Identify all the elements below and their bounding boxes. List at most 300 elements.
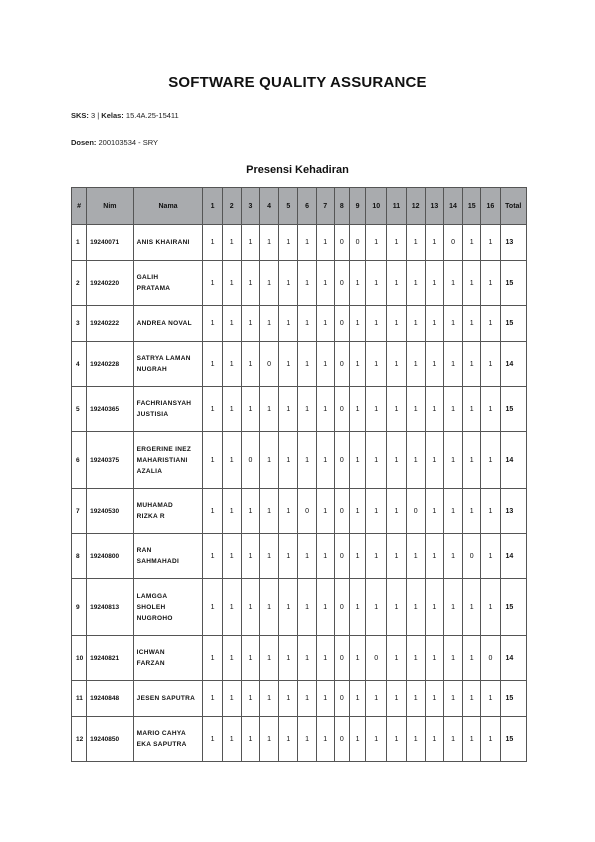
attendance-cell: 1 — [316, 261, 334, 306]
attendance-total: 15 — [500, 579, 526, 636]
table-row — [72, 681, 527, 717]
attendance-cell: 1 — [387, 579, 406, 636]
attendance-cell: 1 — [203, 261, 222, 306]
column-header: 2 — [222, 188, 241, 225]
attendance-cell: 1 — [481, 306, 500, 342]
kelas-value: 15.4A.25-15411 — [123, 111, 179, 120]
attendance-cell: 0 — [334, 432, 349, 489]
student-nim: 19240821 — [87, 636, 134, 681]
table-row — [72, 342, 527, 387]
attendance-cell: 1 — [443, 387, 462, 432]
column-header: 5 — [279, 188, 298, 225]
attendance-cell: 1 — [241, 489, 259, 534]
attendance-cell: 1 — [349, 636, 365, 681]
column-header: Total — [500, 188, 526, 225]
sks-label: SKS: — [71, 111, 89, 120]
attendance-cell: 0 — [260, 342, 279, 387]
attendance-cell: 1 — [425, 489, 443, 534]
attendance-cell: 1 — [406, 387, 425, 432]
student-name-line: MARIO CAHYA — [136, 730, 186, 737]
student-name-line: GALIH — [136, 274, 159, 281]
row-number: 12 — [72, 717, 87, 762]
attendance-cell: 1 — [298, 432, 316, 489]
attendance-cell: 1 — [463, 387, 481, 432]
attendance-cell: 1 — [203, 534, 222, 579]
attendance-cell: 1 — [316, 717, 334, 762]
student-name-line: FACHRIANSYAH — [136, 400, 192, 407]
column-header: 15 — [463, 188, 481, 225]
attendance-cell: 0 — [406, 489, 425, 534]
attendance-cell: 1 — [203, 579, 222, 636]
attendance-cell: 1 — [387, 261, 406, 306]
attendance-cell: 1 — [443, 681, 462, 717]
attendance-cell: 1 — [463, 225, 481, 261]
row-number: 3 — [72, 306, 87, 342]
attendance-cell: 1 — [279, 489, 298, 534]
attendance-cell: 1 — [425, 534, 443, 579]
document-title: SOFTWARE QUALITY ASSURANCE — [168, 74, 427, 91]
kelas-label: Kelas: — [101, 111, 124, 120]
attendance-cell: 1 — [298, 636, 316, 681]
attendance-total: 15 — [500, 387, 526, 432]
student-nim: 19240850 — [87, 717, 134, 762]
attendance-cell: 0 — [334, 342, 349, 387]
attendance-total: 14 — [500, 636, 526, 681]
table-row — [72, 717, 527, 762]
attendance-cell: 1 — [481, 681, 500, 717]
attendance-cell: 1 — [387, 387, 406, 432]
row-number: 6 — [72, 432, 87, 489]
attendance-cell: 1 — [463, 717, 481, 762]
attendance-cell: 1 — [349, 432, 365, 489]
attendance-cell: 1 — [481, 579, 500, 636]
attendance-cell: 1 — [425, 225, 443, 261]
column-header: Nama — [133, 188, 203, 225]
attendance-total: 13 — [500, 489, 526, 534]
student-name — [133, 579, 203, 636]
attendance-total: 15 — [500, 681, 526, 717]
attendance-cell: 1 — [316, 636, 334, 681]
attendance-cell: 1 — [241, 261, 259, 306]
attendance-cell: 0 — [334, 681, 349, 717]
attendance-cell: 1 — [222, 225, 241, 261]
attendance-cell: 1 — [406, 579, 425, 636]
attendance-cell: 1 — [349, 387, 365, 432]
student-name — [133, 681, 203, 717]
attendance-cell: 1 — [443, 636, 462, 681]
attendance-cell: 1 — [316, 432, 334, 489]
attendance-cell: 1 — [222, 681, 241, 717]
attendance-cell: 0 — [366, 636, 387, 681]
attendance-cell: 1 — [463, 432, 481, 489]
student-name-line: NUGRAH — [136, 366, 167, 373]
attendance-total: 14 — [500, 534, 526, 579]
attendance-cell: 0 — [334, 387, 349, 432]
attendance-cell: 1 — [260, 534, 279, 579]
attendance-cell: 1 — [481, 489, 500, 534]
attendance-cell: 1 — [260, 717, 279, 762]
student-name-line: JUSTISIA — [136, 411, 169, 418]
attendance-total: 15 — [500, 306, 526, 342]
student-name-line: MAHARISTIANI — [136, 456, 188, 464]
attendance-total: 14 — [500, 432, 526, 489]
attendance-cell: 1 — [222, 534, 241, 579]
attendance-cell: 1 — [222, 489, 241, 534]
student-name-line: LAMGGA — [136, 592, 168, 600]
attendance-cell: 1 — [260, 489, 279, 534]
attendance-cell: 1 — [203, 225, 222, 261]
attendance-cell: 1 — [316, 342, 334, 387]
attendance-cell: 1 — [279, 681, 298, 717]
attendance-cell: 1 — [366, 225, 387, 261]
attendance-cell: 1 — [316, 534, 334, 579]
attendance-cell: 1 — [463, 579, 481, 636]
attendance-cell: 1 — [279, 636, 298, 681]
attendance-cell: 1 — [260, 432, 279, 489]
attendance-cell: 1 — [425, 342, 443, 387]
student-name-line: SATRYA LAMAN — [136, 355, 191, 362]
row-number: 11 — [72, 681, 87, 717]
student-nim: 19240222 — [87, 306, 134, 342]
attendance-cell: 1 — [406, 534, 425, 579]
row-number: 5 — [72, 387, 87, 432]
attendance-cell: 1 — [443, 342, 462, 387]
attendance-cell: 1 — [463, 306, 481, 342]
attendance-cell: 1 — [316, 387, 334, 432]
attendance-cell: 1 — [387, 306, 406, 342]
row-number: 1 — [72, 225, 87, 261]
attendance-cell: 0 — [334, 534, 349, 579]
attendance-cell: 1 — [241, 681, 259, 717]
attendance-cell: 1 — [222, 717, 241, 762]
student-name-line: RAN — [136, 547, 152, 554]
student-nim: 19240530 — [87, 489, 134, 534]
table-row — [72, 261, 527, 306]
attendance-cell: 1 — [463, 342, 481, 387]
attendance-cell: 1 — [241, 717, 259, 762]
student-nim: 19240800 — [87, 534, 134, 579]
column-header: 10 — [366, 188, 387, 225]
attendance-cell: 1 — [316, 225, 334, 261]
student-name-line: JESEN SAPUTRA — [136, 695, 196, 702]
row-number: 2 — [72, 261, 87, 306]
table-row — [72, 579, 527, 636]
attendance-cell: 1 — [316, 579, 334, 636]
attendance-cell: 1 — [425, 681, 443, 717]
attendance-cell: 1 — [406, 342, 425, 387]
attendance-cell: 1 — [406, 717, 425, 762]
attendance-cell: 1 — [366, 432, 387, 489]
row-number: 8 — [72, 534, 87, 579]
attendance-cell: 1 — [222, 432, 241, 489]
attendance-cell: 1 — [481, 717, 500, 762]
attendance-cell: 1 — [298, 261, 316, 306]
attendance-cell: 1 — [349, 534, 365, 579]
student-name — [133, 534, 203, 579]
student-nim: 19240220 — [87, 261, 134, 306]
student-name-line: ANIS KHAIRANI — [136, 239, 190, 246]
attendance-cell: 0 — [463, 534, 481, 579]
attendance-cell: 1 — [298, 717, 316, 762]
attendance-cell: 1 — [425, 306, 443, 342]
student-name-line: RIZKA R — [136, 513, 165, 520]
attendance-cell: 1 — [366, 342, 387, 387]
student-nim: 19240228 — [87, 342, 134, 387]
section-title: Presensi Kehadiran — [246, 164, 349, 176]
attendance-cell: 1 — [241, 534, 259, 579]
attendance-cell: 1 — [298, 387, 316, 432]
attendance-cell: 1 — [481, 534, 500, 579]
attendance-cell: 1 — [279, 717, 298, 762]
attendance-cell: 0 — [241, 432, 259, 489]
course-info-line — [71, 111, 179, 120]
attendance-cell: 1 — [366, 489, 387, 534]
attendance-cell: 1 — [316, 489, 334, 534]
attendance-cell: 1 — [260, 636, 279, 681]
attendance-cell: 1 — [222, 261, 241, 306]
attendance-cell: 1 — [203, 306, 222, 342]
attendance-cell: 1 — [406, 681, 425, 717]
attendance-cell: 1 — [298, 681, 316, 717]
attendance-cell: 1 — [366, 306, 387, 342]
attendance-cell: 0 — [334, 261, 349, 306]
attendance-cell: 1 — [481, 432, 500, 489]
attendance-cell: 1 — [425, 579, 443, 636]
attendance-cell: 1 — [279, 342, 298, 387]
student-name-line: EKA SAPUTRA — [136, 741, 187, 748]
attendance-cell: 1 — [222, 636, 241, 681]
column-header: 3 — [241, 188, 259, 225]
attendance-cell: 1 — [203, 717, 222, 762]
attendance-cell: 1 — [366, 387, 387, 432]
attendance-cell: 0 — [334, 306, 349, 342]
table-row — [72, 534, 527, 579]
attendance-cell: 1 — [203, 636, 222, 681]
student-name — [133, 387, 203, 432]
attendance-cell: 0 — [481, 636, 500, 681]
table-row — [72, 225, 527, 261]
attendance-cell: 1 — [260, 579, 279, 636]
attendance-cell: 0 — [334, 636, 349, 681]
attendance-cell: 1 — [387, 432, 406, 489]
attendance-cell: 1 — [425, 717, 443, 762]
attendance-cell: 0 — [349, 225, 365, 261]
attendance-total: 14 — [500, 342, 526, 387]
student-nim: 19240813 — [87, 579, 134, 636]
attendance-cell: 1 — [222, 306, 241, 342]
attendance-cell: 0 — [298, 489, 316, 534]
attendance-cell: 1 — [349, 717, 365, 762]
column-header: 14 — [443, 188, 462, 225]
row-number: 9 — [72, 579, 87, 636]
attendance-cell: 1 — [349, 306, 365, 342]
attendance-cell: 1 — [387, 225, 406, 261]
lecturer-info-line — [71, 138, 158, 147]
attendance-cell: 1 — [298, 534, 316, 579]
table-row — [72, 306, 527, 342]
attendance-cell: 0 — [334, 579, 349, 636]
student-name-line: ANDREA NOVAL — [136, 320, 192, 327]
attendance-cell: 1 — [241, 387, 259, 432]
row-number: 7 — [72, 489, 87, 534]
attendance-total: 15 — [500, 717, 526, 762]
table-row — [72, 432, 527, 489]
attendance-cell: 1 — [425, 261, 443, 306]
column-header: Nim — [87, 188, 134, 225]
student-nim: 19240848 — [87, 681, 134, 717]
attendance-cell: 1 — [425, 387, 443, 432]
attendance-cell: 1 — [463, 636, 481, 681]
student-name-line: SAHMAHADI — [136, 558, 180, 565]
attendance-cell: 1 — [241, 225, 259, 261]
attendance-cell: 1 — [203, 681, 222, 717]
attendance-cell: 1 — [279, 261, 298, 306]
attendance-cell: 1 — [279, 534, 298, 579]
attendance-cell: 0 — [443, 225, 462, 261]
attendance-cell: 1 — [443, 579, 462, 636]
attendance-cell: 1 — [406, 306, 425, 342]
student-name-line: PRATAMA — [136, 285, 171, 292]
table-row — [72, 636, 527, 681]
attendance-cell: 1 — [387, 681, 406, 717]
attendance-cell: 1 — [260, 387, 279, 432]
row-number: 4 — [72, 342, 87, 387]
attendance-cell: 1 — [387, 636, 406, 681]
dosen-label: Dosen: — [71, 138, 97, 147]
attendance-cell: 1 — [387, 717, 406, 762]
attendance-total: 15 — [500, 261, 526, 306]
attendance-cell: 1 — [463, 681, 481, 717]
attendance-cell: 1 — [443, 306, 462, 342]
student-name-line: AZALIA — [136, 467, 163, 475]
attendance-cell: 1 — [443, 261, 462, 306]
attendance-cell: 1 — [387, 489, 406, 534]
attendance-cell: 1 — [316, 306, 334, 342]
attendance-cell: 1 — [366, 534, 387, 579]
attendance-cell: 1 — [298, 306, 316, 342]
table-row — [72, 489, 527, 534]
attendance-cell: 1 — [366, 681, 387, 717]
column-header: 1 — [203, 188, 222, 225]
table-header-row — [72, 188, 527, 225]
dosen-value: 200103534 - SRY — [96, 138, 158, 147]
attendance-cell: 1 — [222, 387, 241, 432]
sks-value: 3 | — [88, 111, 102, 120]
column-header: 8 — [334, 188, 349, 225]
attendance-cell: 1 — [349, 579, 365, 636]
column-header: 4 — [260, 188, 279, 225]
student-name-line: SHOLEH — [136, 603, 166, 611]
attendance-cell: 1 — [203, 342, 222, 387]
attendance-cell: 1 — [349, 489, 365, 534]
attendance-cell: 1 — [443, 432, 462, 489]
attendance-cell: 1 — [203, 489, 222, 534]
attendance-cell: 1 — [366, 717, 387, 762]
column-header: 12 — [406, 188, 425, 225]
student-name-line: MUHAMAD — [136, 502, 174, 509]
attendance-cell: 1 — [387, 534, 406, 579]
attendance-cell: 1 — [406, 636, 425, 681]
attendance-cell: 0 — [334, 489, 349, 534]
student-name-line: NUGROHO — [136, 614, 173, 622]
student-name-line: FARZAN — [136, 660, 165, 667]
attendance-cell: 1 — [203, 432, 222, 489]
row-number: 10 — [72, 636, 87, 681]
attendance-cell: 1 — [298, 342, 316, 387]
column-header: 16 — [481, 188, 500, 225]
attendance-cell: 1 — [481, 387, 500, 432]
attendance-cell: 1 — [279, 306, 298, 342]
student-name — [133, 717, 203, 762]
attendance-cell: 1 — [298, 579, 316, 636]
attendance-cell: 1 — [260, 261, 279, 306]
attendance-cell: 1 — [481, 342, 500, 387]
attendance-cell: 1 — [481, 261, 500, 306]
attendance-cell: 1 — [443, 489, 462, 534]
attendance-cell: 1 — [241, 636, 259, 681]
student-nim: 19240375 — [87, 432, 134, 489]
attendance-cell: 1 — [425, 432, 443, 489]
attendance-cell: 1 — [349, 261, 365, 306]
attendance-cell: 1 — [279, 387, 298, 432]
attendance-cell: 1 — [279, 432, 298, 489]
attendance-total: 13 — [500, 225, 526, 261]
attendance-cell: 1 — [406, 261, 425, 306]
student-name-line: ERGERINE INEZ — [136, 445, 192, 453]
student-name — [133, 342, 203, 387]
student-nim: 19240365 — [87, 387, 134, 432]
table-row — [72, 387, 527, 432]
attendance-cell: 0 — [334, 225, 349, 261]
column-header: 6 — [298, 188, 316, 225]
attendance-cell: 1 — [463, 261, 481, 306]
attendance-cell: 1 — [387, 342, 406, 387]
attendance-cell: 1 — [222, 579, 241, 636]
attendance-cell: 1 — [222, 342, 241, 387]
attendance-cell: 1 — [349, 681, 365, 717]
column-header: 7 — [316, 188, 334, 225]
student-name — [133, 432, 203, 489]
attendance-cell: 1 — [203, 387, 222, 432]
attendance-cell: 0 — [334, 717, 349, 762]
attendance-cell: 1 — [366, 579, 387, 636]
attendance-cell: 1 — [279, 225, 298, 261]
attendance-cell: 1 — [406, 225, 425, 261]
attendance-table — [71, 187, 527, 762]
student-name — [133, 489, 203, 534]
attendance-cell: 1 — [481, 225, 500, 261]
column-header: 9 — [349, 188, 365, 225]
column-header: 13 — [425, 188, 443, 225]
attendance-cell: 1 — [443, 717, 462, 762]
student-name — [133, 306, 203, 342]
column-header: # — [72, 188, 87, 225]
student-name — [133, 225, 203, 261]
attendance-cell: 1 — [316, 681, 334, 717]
student-name — [133, 261, 203, 306]
attendance-cell: 1 — [298, 225, 316, 261]
attendance-cell: 1 — [241, 306, 259, 342]
student-name-line: ICHWAN — [136, 649, 165, 656]
attendance-cell: 1 — [241, 342, 259, 387]
student-name — [133, 636, 203, 681]
attendance-cell: 1 — [406, 432, 425, 489]
attendance-cell: 1 — [366, 261, 387, 306]
attendance-cell: 1 — [241, 579, 259, 636]
attendance-cell: 1 — [463, 489, 481, 534]
attendance-cell: 1 — [260, 306, 279, 342]
attendance-cell: 1 — [443, 534, 462, 579]
